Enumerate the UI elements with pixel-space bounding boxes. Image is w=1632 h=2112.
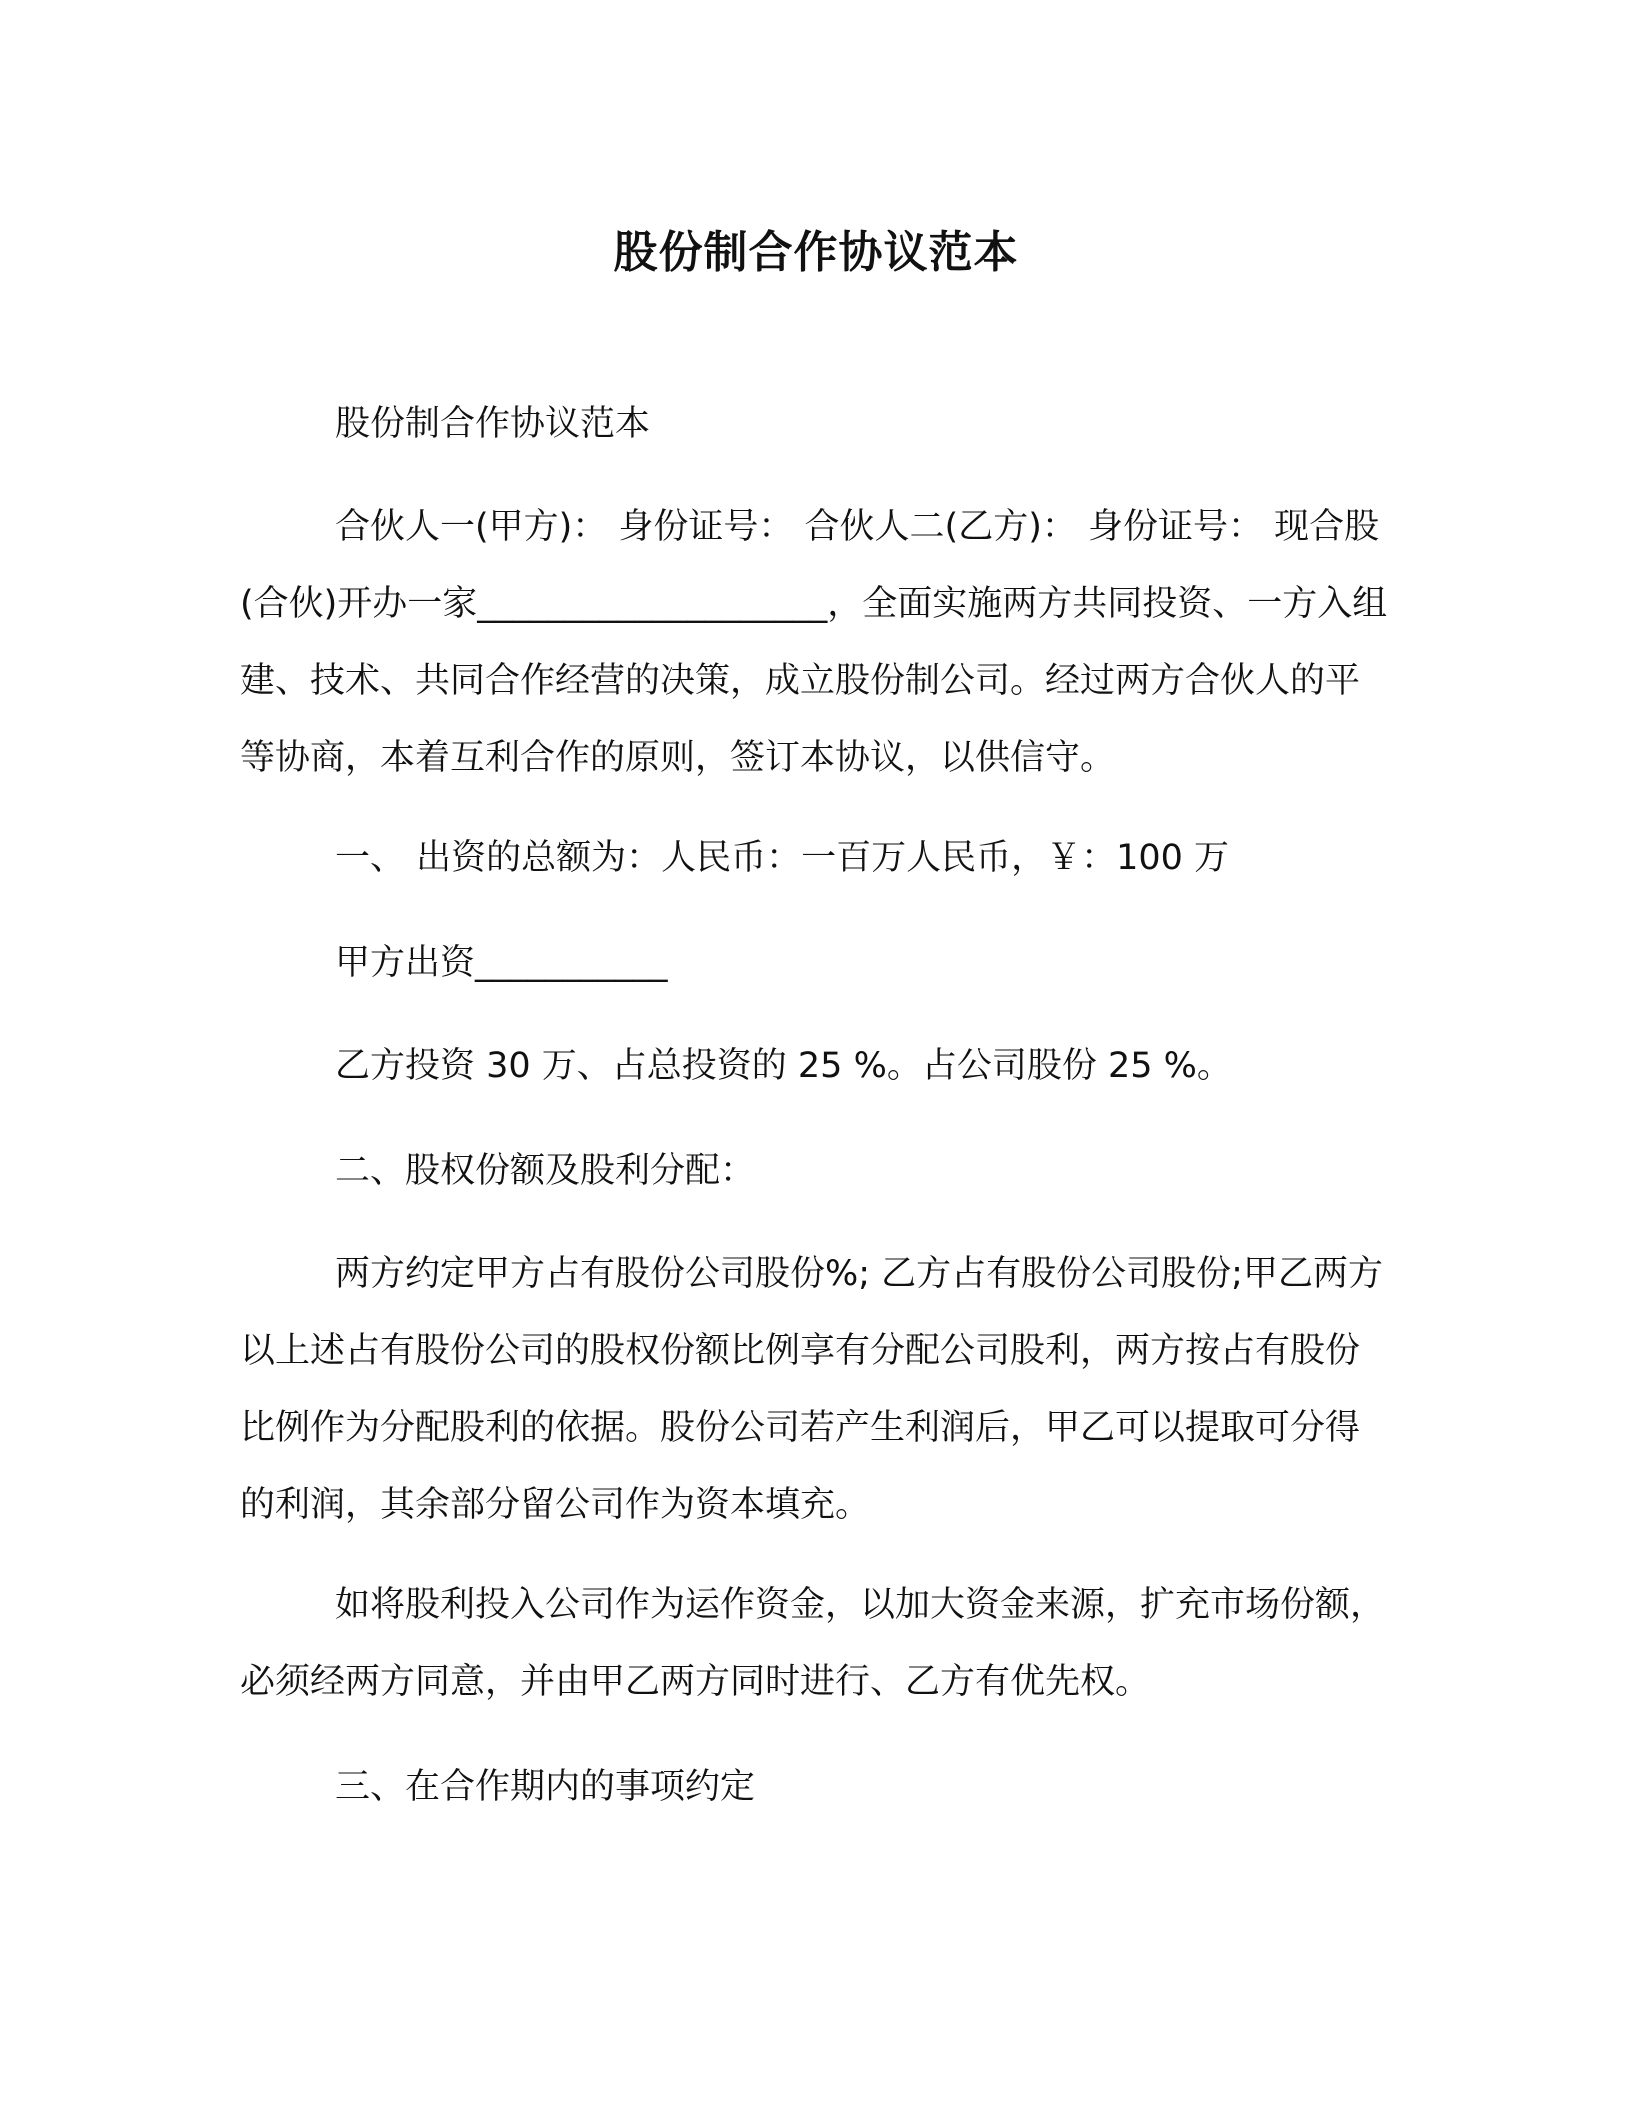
section-three-heading: 三、在合作期内的事项约定 <box>335 1767 756 1807</box>
document-subtitle: 股份制合作协议范本 <box>335 404 651 444</box>
parties-paragraph: 合伙人一(甲方)： 身份证号： 合伙人二(乙方)： 身份证号： 现合股(合伙)开办一家____________________，全面实施两方共同投资、一方入组建、技术、共同合作经营的决策，成立股份制公司。经过两方合伙人的平等协商，本着互利合作的原则，签订本协议，以供信守。 <box>240 507 1388 778</box>
section-one-heading: 一、 出资的总额为：人民币：一百万人民币，￥：100 万 <box>335 838 1230 878</box>
section-two-heading: 二、股权份额及股利分配： <box>335 1151 756 1191</box>
share-distribution-paragraph: 两方约定甲方占有股份公司股份%; 乙方占有股份公司股份;甲乙两方以上述占有股份公司的股权份额比例享有分配公司股利，两方按占有股份比例作为分配股利的依据。股份公司若产生利润后，甲乙可以提取可分得的利润，其余部分留公司作为资本填充。 <box>240 1254 1383 1525</box>
dividend-reinvestment-paragraph: 如将股利投入公司作为运作资金，以加大资金来源，扩充市场份额，必须经两方同意，并由甲乙两方同时进行、乙方有优先权。 <box>240 1585 1386 1702</box>
party-a-investment: 甲方出资___________ <box>335 943 668 983</box>
document-title: 股份制合作协议范本 <box>613 227 1019 278</box>
party-b-investment: 乙方投资 30 万、占总投资的 25 %。占公司股份 25 %。 <box>335 1046 1232 1086</box>
